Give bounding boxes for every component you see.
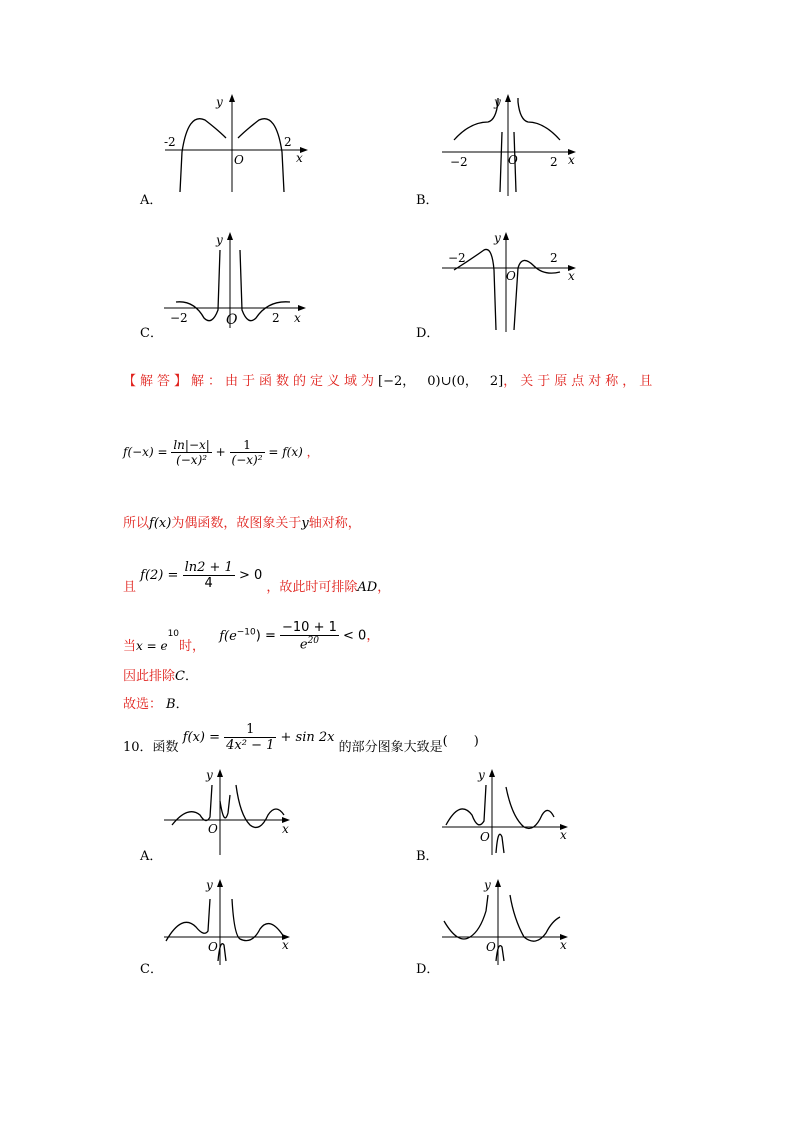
- svg-text:y: y: [206, 768, 213, 782]
- svg-text:O: O: [508, 153, 518, 167]
- q9-graph-c: [160, 230, 310, 330]
- q10-graph-c: [160, 875, 300, 965]
- svg-text:y: y: [478, 768, 485, 782]
- q9-graph-a: [160, 92, 310, 197]
- axis-x: x: [296, 151, 303, 165]
- q10-option-a[interactable]: A．: [140, 849, 163, 864]
- q10-graph-b: [440, 765, 580, 855]
- svg-text:O: O: [480, 830, 490, 844]
- svg-text:O: O: [208, 822, 218, 836]
- solution-equation-1: f(−x) = $\frac{\ln|-x|}{\text{(−x)²}}$ + $\frac{1}{\text{(−x)²}}$ = f(x) ，: [123, 438, 319, 467]
- q9-option-b[interactable]: B．: [416, 193, 439, 208]
- svg-text:x: x: [560, 938, 567, 952]
- q10-graph-d: [440, 875, 580, 965]
- q9-option-d[interactable]: D．: [416, 326, 440, 341]
- q10-graph-a: [160, 765, 300, 855]
- svg-text:O: O: [486, 940, 496, 954]
- q10-option-b[interactable]: B．: [416, 849, 439, 864]
- axis-y: y: [216, 95, 223, 109]
- tick-neg2: -2: [164, 135, 176, 149]
- svg-text:x: x: [560, 828, 567, 842]
- q9-graph-d: [440, 230, 580, 335]
- svg-text:2: 2: [272, 311, 280, 325]
- solution-header: 【解答】: [123, 374, 192, 389]
- svg-text:O: O: [506, 269, 516, 283]
- solution-line6: 因此排除C．: [123, 669, 198, 684]
- svg-text:y: y: [494, 231, 501, 245]
- svg-text:y: y: [494, 95, 501, 109]
- svg-text:x: x: [568, 269, 575, 283]
- svg-text:2: 2: [550, 155, 558, 169]
- svg-text:−2: −2: [448, 251, 466, 265]
- q10-stem: 10．函数 f(x) = $\frac{1}{\text{4x² − 1}}$ + sin 2x 的部分图象大致是( ): [123, 722, 479, 755]
- q9-graph-b: [440, 92, 580, 197]
- solution-line4: 且 f(2) = $\frac{\ln 2 + 1}{4}$ > 0 ，故此时可排除AD，: [123, 560, 391, 595]
- q9-option-c[interactable]: C．: [140, 326, 163, 341]
- svg-text:x: x: [282, 938, 289, 952]
- svg-text:x: x: [568, 153, 575, 167]
- svg-text:−2: −2: [450, 155, 468, 169]
- svg-text:O: O: [208, 940, 218, 954]
- q10-option-d[interactable]: D．: [416, 962, 440, 977]
- origin: O: [234, 153, 244, 167]
- solution-line1: 【解答】解：由于函数的定义域为[−2， 0)∪(0， 2]，关于原点对称，且: [123, 374, 657, 389]
- svg-text:x: x: [282, 822, 289, 836]
- svg-text:O: O: [226, 312, 238, 328]
- q9-option-a[interactable]: A．: [140, 193, 163, 208]
- svg-text:x: x: [294, 311, 301, 325]
- svg-text:y: y: [216, 233, 223, 247]
- solution-line5: 当$x = e^{10}$时， $f(e^{-10})$ = $\frac{-10 + 1}{e^{20}}$ < 0，: [123, 620, 380, 654]
- svg-text:y: y: [484, 878, 491, 892]
- tick-pos2: 2: [284, 135, 292, 149]
- svg-text:−2: −2: [170, 311, 188, 325]
- svg-text:2: 2: [550, 251, 558, 265]
- q10-option-c[interactable]: C．: [140, 962, 163, 977]
- svg-text:y: y: [206, 878, 213, 892]
- solution-line7: 故选： B．: [123, 697, 189, 712]
- solution-line3: 所以f(x)为偶函数，故图象关于y轴对称，: [123, 516, 361, 531]
